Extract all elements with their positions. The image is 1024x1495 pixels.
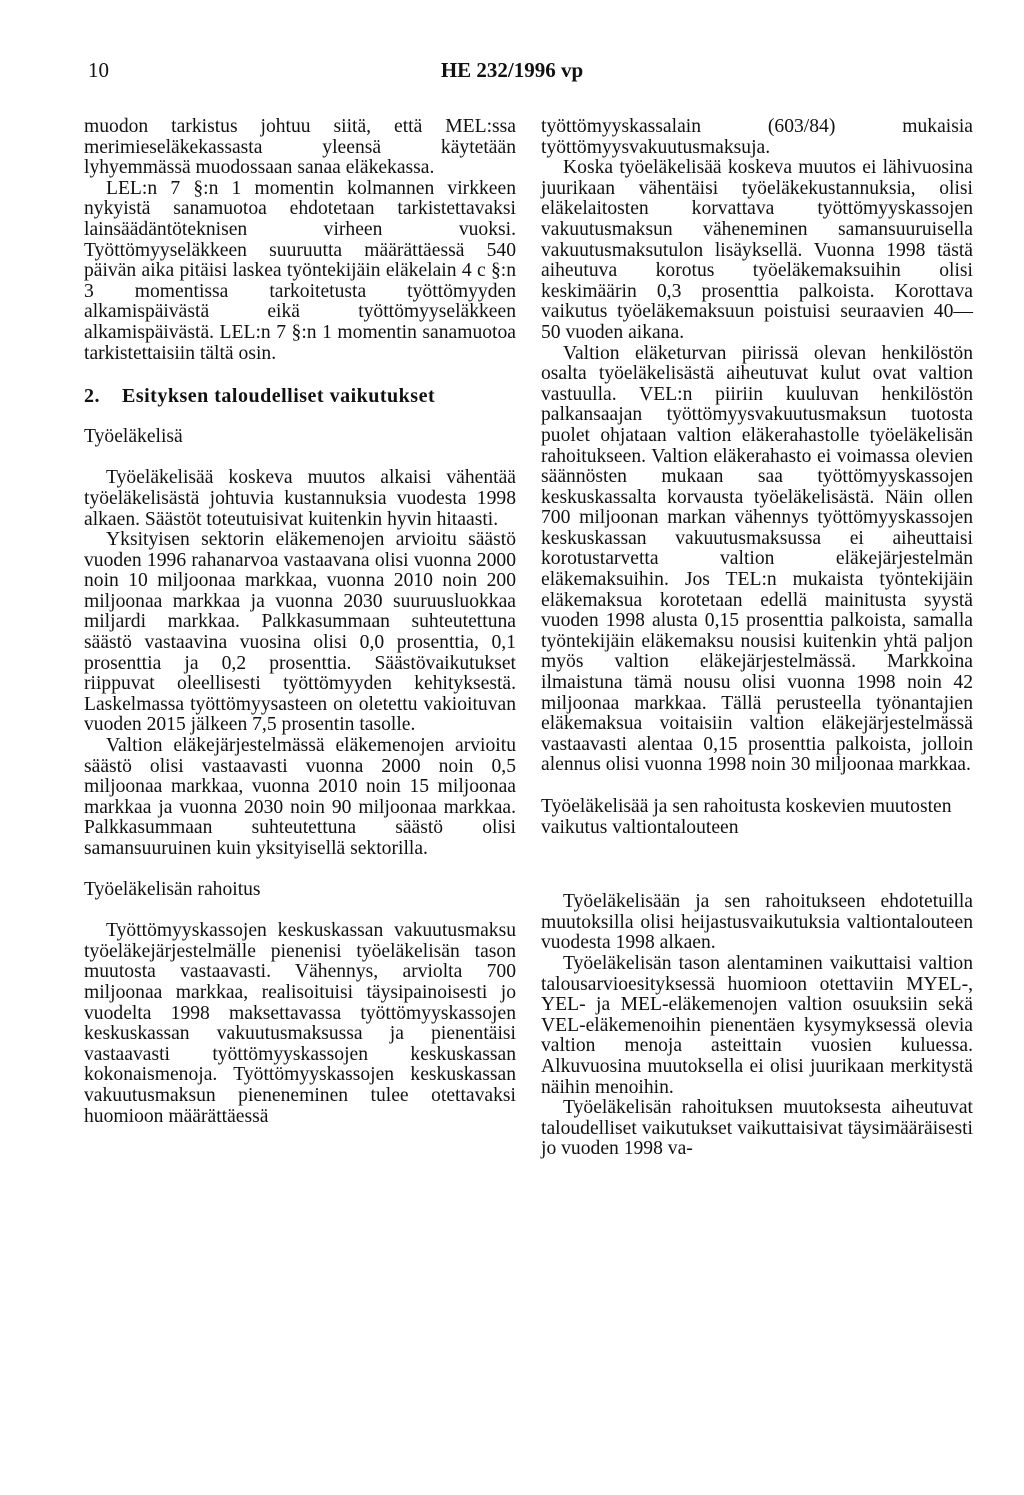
paragraph: muodon tarkistus johtuu siitä, että MEL:ssa merimieseläkekassasta yleensä käytetään lyhyemmässä muodossaan sanaa eläkekassa.	[84, 116, 516, 179]
subheading: Työeläkelisää ja sen rahoitusta koskevien muutosten vaikutus valtiontalouteen	[541, 796, 952, 838]
document-id: HE 232/1996 vp	[440, 58, 584, 82]
paragraph: työttömyyskassalain (603/84) mukaisia työttömyysvakuutusmaksuja.	[541, 116, 973, 158]
subheading: Työeläkelisä	[84, 425, 183, 447]
paragraph: Työeläkelisään ja sen rahoitukseen ehdotetuilla muutoksilla olisi heijastusvaikutuksia valtiontalouteen vuodesta 1998 alkaen.	[541, 891, 973, 954]
page-number: 10	[88, 58, 109, 82]
paragraph: Yksityisen sektorin eläkemenojen arvioitu säästö vuoden 1996 rahanarvoa vastaavana olisi vuonna 2000 noin 10 miljoonaa markkaa, vuonna 2010 noin 200 miljoonaa markkaa ja vuonna 2030 suuruusluokkaa miljardi markkaa. Palkkasummaan suhteutettuna säästö vastaavina vuosina olisi 0,0 prosenttia, 0,1 prosenttia ja 0,2 prosenttia. Säästövaikutukset riippuvat oleellisesti työttömyyden kehityksestä. Laskelmassa työttömyysasteen on oletettu vakioituvan vuoden 2015 jälkeen 7,5 prosentin tasolle.	[84, 529, 516, 736]
right-column	[541, 117, 973, 1160]
section-title: Esityksen taloudelliset vaikutukset	[122, 385, 436, 408]
paragraph: Valtion eläketurvan piirissä olevan henkilöstön osalta työeläkelisästä aiheutuvat kulut ovat valtion vastuulla. VEL:n piiriin kuuluvan henkilöstön palkansaajan työttömyysvakuutusmaksun tuotosta puolet ohjataan valtion eläkerahastolle työeläkelisän rahoitukseen. Valtion eläkerahasto ei voimassa olevien säännösten mukaan saa työttömyyskassojen keskuskassalta korvausta työeläkelisästä. Näin ollen 700 miljoonan markan vähennys työttömyyskassojen keskuskassan vakuutusmaksussa ei aiheuttaisi korotustarvetta valtion eläkejärjestelmän eläkemaksuihin. Jos TEL:n mukaista työntekijäin eläkemaksua korotetaan edellä mainitusta syystä vuoden 1998 alusta 0,15 prosenttia palkoista, samalla työntekijäin eläkemaksu nousisi kuitenkin yhtä paljon myös valtion eläkejärjestelmässä. Markkoina ilmaistuna tämä nousu olisi vuonna 1998 noin 42 miljoonaa markkaa. Tällä perusteella työnantajien eläkemaksua voitaisiin valtion eläkejärjestelmässä vastaavasti alentaa 0,15 prosenttia palkoista, jolloin alennus olisi vuonna 1998 noin 30 miljoonaa markkaa.	[541, 342, 973, 776]
paragraph: Työeläkelisää koskeva muutos alkaisi vähentää työeläkelisästä johtuvia kustannuksia vuodesta 1998 alkaen. Säästöt toteutuisivat kuitenkin hyvin hitaasti.	[84, 467, 516, 530]
paragraph: Työeläkelisän rahoituksen muutoksesta aiheutuvat taloudelliset vaikutukset vaikuttaisivat täysimääräisesti jo vuoden 1998 va-	[541, 1097, 973, 1160]
paragraph: Työeläkelisän tason alentaminen vaikuttaisi valtion talousarvioesityksessä huomioon otettaviin MYEL-, YEL- ja MEL-eläkemenojen valtion osuuksiin sekä VEL-eläkemenoihin pienentäen kysymyksessä olevia valtion menoja asteittain vuosien kuluessa. Alkuvuosina muutoksella ei olisi juurikaan merkitystä näihin menoihin.	[541, 952, 973, 1098]
paragraph: LEL:n 7 §:n 1 momentin kolmannen virkkeen nykyistä sanamuotoa ehdotetaan tarkistettavaksi lainsäädäntöteknisen virheen vuoksi. Työttömyyseläkkeen suuruutta määrättäessä 540 päivän aika pitäisi laskea työntekijäin eläkelain 4 c §:n 3 momentissa tarkoitetusta työttömyyden alkamispäivästä eikä työttömyyseläkkeen alkamispäivästä. LEL:n 7 §:n 1 momentin sanamuotoa tarkistettaisiin tältä osin.	[84, 177, 516, 364]
paragraph: Valtion eläkejärjestelmässä eläkemenojen arvioitu säästö olisi vastaavasti vuonna 2000 noin 0,5 miljoonaa markkaa, vuonna 2010 noin 15 miljoonaa markkaa ja vuonna 2030 noin 90 miljoonaa markkaa. Palkkasummaan suhteutettuna säästö olisi samansuuruinen kuin yksityisellä sektorilla.	[84, 735, 516, 859]
paragraph: Koska työeläkelisää koskeva muutos ei lähivuosina juurikaan vähentäisi työeläkekustannuksia, olisi eläkelaitosten korvattava työttömyyskassojen vakuutusmaksun väheneminen samansuuruisella vakuutusmaksutulon lisäyksellä. Vuonna 1998 tästä aiheutuva korotus työeläkemaksuihin olisi keskimäärin 0,3 prosenttia palkoista. Korottava vaikutus työeläkemaksuun poistuisi seuraavien 40—50 vuoden aikana.	[541, 157, 973, 343]
section-number: 2.	[84, 385, 100, 408]
page-header	[0, 58, 1024, 88]
paragraph: Työttömyyskassojen keskuskassan vakuutusmaksu työeläkejärjestelmälle pienenisi työeläkelisän tason muutosta vastaavasti. Vähennys, arviolta 700 miljoonaa markkaa, realisoituisi täysipainoisesti jo vuodelta 1998 maksettavassa työttömyyskassojen keskuskassan vakuutusmaksussa ja pienentäisi vastaavasti työttömyyskassojen keskuskassan kokonaismenoja. Työttömyyskassojen keskuskassan vakuutusmaksun pieneneminen tulee otettavaksi huomioon määrättäessä	[84, 920, 516, 1127]
left-column	[84, 117, 516, 1127]
subheading: Työeläkelisän rahoitus	[84, 878, 261, 900]
section-heading	[84, 386, 516, 407]
